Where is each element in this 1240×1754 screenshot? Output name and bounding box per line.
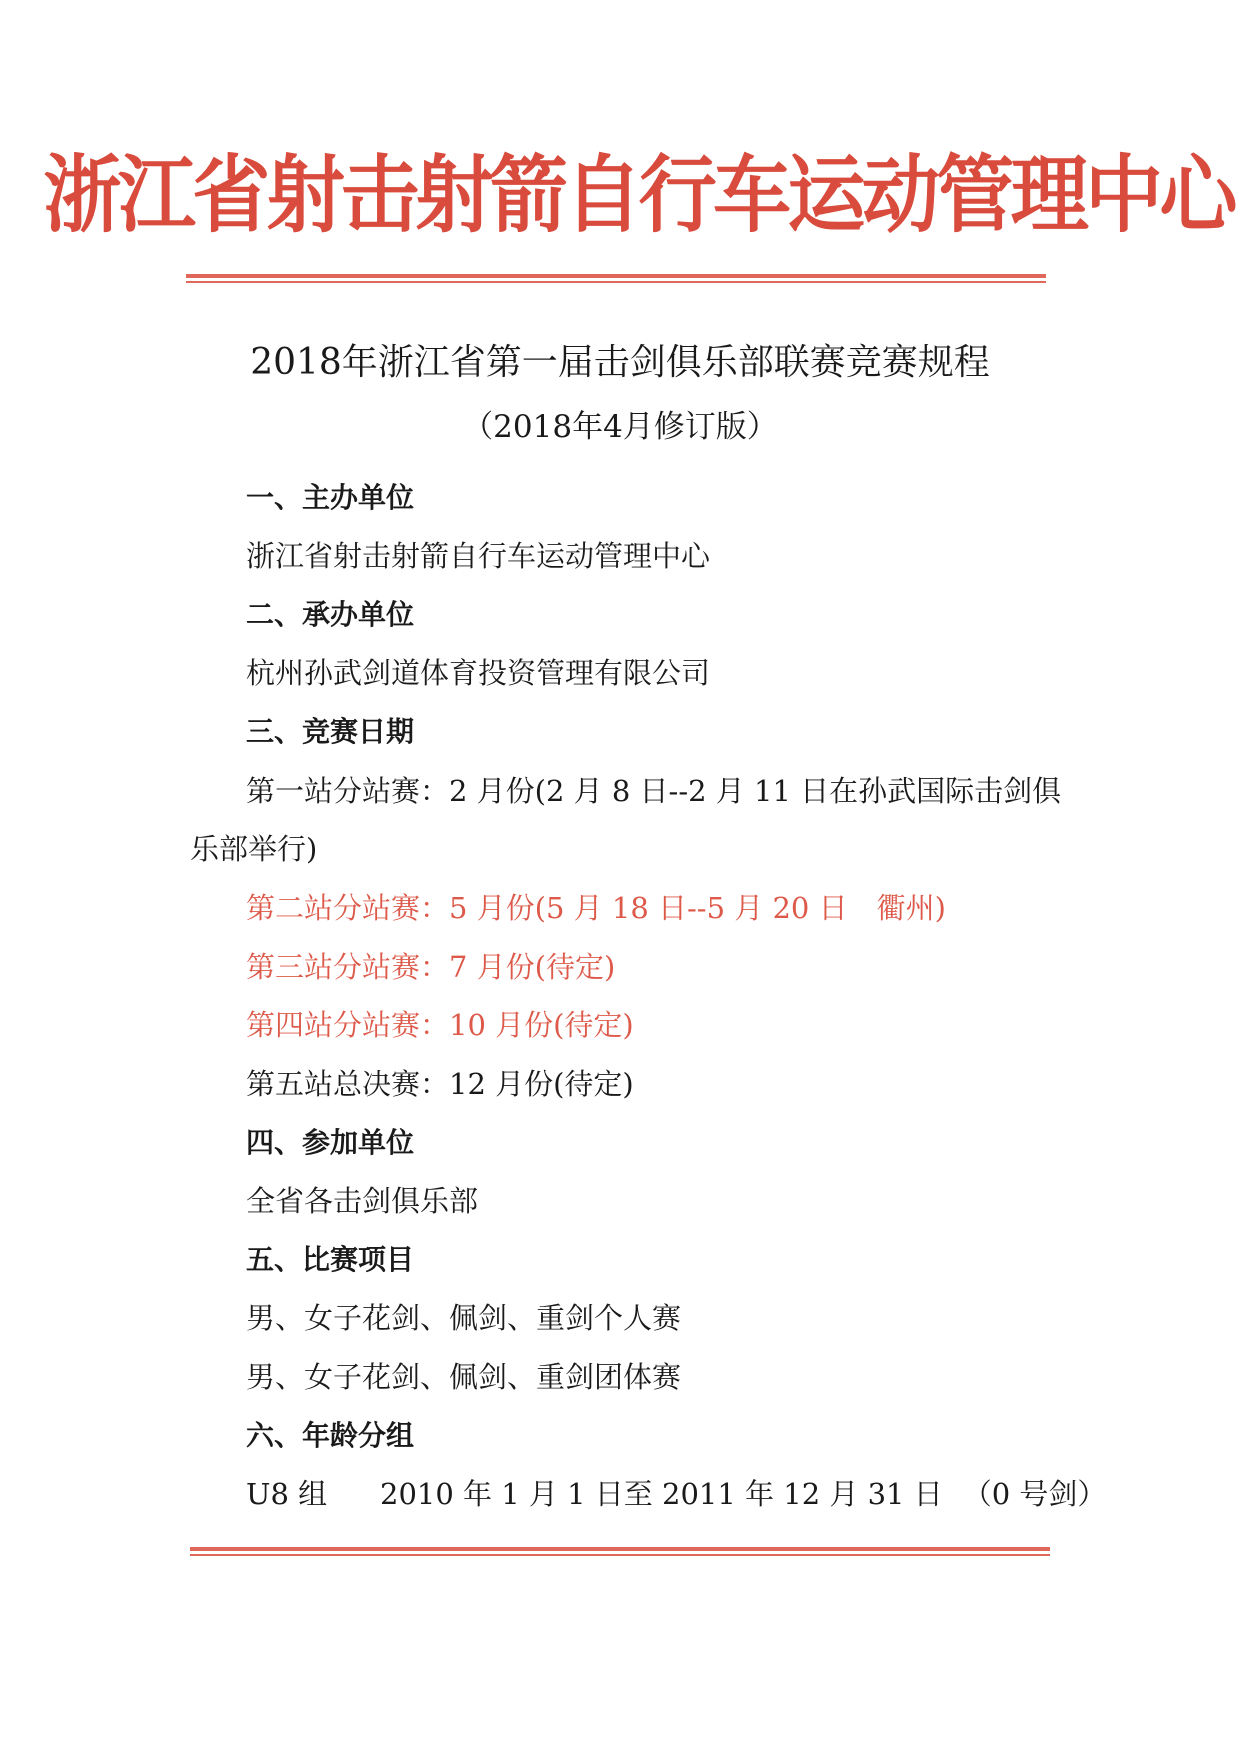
section-heading-age-groups: 六、年龄分组 (246, 1419, 415, 1452)
org-letterhead-title: 浙江省射击射箭自行车运动管理中心 (43, 146, 1234, 244)
stage-1-line-2: 乐部举行) (190, 832, 318, 866)
event-team: 男、女子花剑、佩剑、重剑团体赛 (246, 1360, 682, 1394)
stage-2: 第二站分站赛：5 月份(5 月 18 日--5 月 20 日 衢州) (246, 891, 946, 925)
section-body-organizer: 浙江省射击射箭自行车运动管理中心 (246, 539, 711, 573)
footer-rule (190, 1547, 1050, 1556)
document-title: 2018年浙江省第一届击剑俱乐部联赛竞赛规程 (250, 342, 990, 383)
section-heading-dates: 三、竞赛日期 (246, 715, 415, 748)
stage-5-final: 第五站总决赛：12 月份(待定) (246, 1067, 634, 1101)
document-subtitle: （2018年4月修订版） (462, 409, 778, 445)
stage-4: 第四站分站赛：10 月份(待定) (246, 1008, 634, 1042)
section-heading-host: 二、承办单位 (246, 598, 415, 631)
section-body-participants: 全省各击剑俱乐部 (246, 1184, 479, 1218)
section-heading-participants: 四、参加单位 (246, 1126, 415, 1159)
section-heading-events: 五、比赛项目 (246, 1243, 415, 1276)
age-group-row (246, 1472, 1106, 1516)
section-heading-organizer: 一、主办单位 (246, 481, 415, 514)
stage-1-line-1: 第一站分站赛：2 月份(2 月 8 日--2 月 11 日在孙武国际击剑俱 (246, 774, 1062, 808)
stage-3: 第三站分站赛：7 月份(待定) (246, 950, 616, 984)
letterhead-rule-top (186, 274, 1046, 283)
age-group-range: 2010 年 1 月 1 日至 2011 年 12 月 31 日 (380, 1477, 943, 1511)
section-body-host: 杭州孙武剑道体育投资管理有限公司 (246, 656, 711, 690)
age-group-name: U8 组 (246, 1477, 328, 1511)
event-individual: 男、女子花剑、佩剑、重剑个人赛 (246, 1301, 682, 1335)
age-group-sword: （0 号剑） (962, 1477, 1107, 1511)
